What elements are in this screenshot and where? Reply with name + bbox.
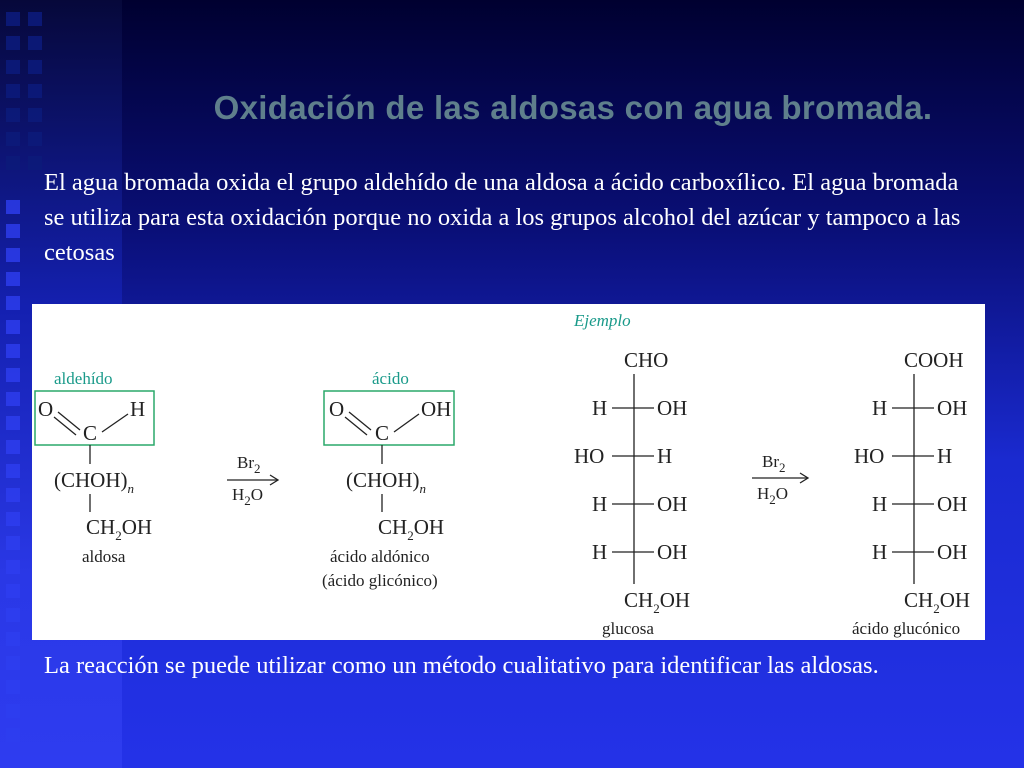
svg-text:H: H: [872, 492, 888, 516]
reagent1-bottom: $H_2O$: [232, 485, 264, 508]
svg-text:H: H: [592, 540, 608, 564]
svg-text:H: H: [592, 492, 608, 516]
glyconic-acid-label: (ácido glicónico): [322, 571, 438, 590]
glucose-label: glucosa: [602, 619, 654, 638]
aldehyde-chain: $(CHOH)_n$: [54, 468, 134, 496]
svg-text:OH: OH: [937, 540, 968, 564]
aldehyde-h: H: [130, 397, 146, 421]
gluconic-acid-label: ácido glucónico: [852, 619, 961, 638]
glucose-rows: [574, 396, 687, 564]
svg-text:H: H: [657, 444, 673, 468]
intro-paragraph: El agua bromada oxida el grupo aldehído de una aldosa a ácido carboxílico. El agua bromada se utiliza para esta oxidación porque no oxida a los grupos alcohol del azúcar y tampoco a las cetosas: [44, 169, 961, 266]
svg-text:HO: HO: [854, 444, 885, 468]
example-label: Ejemplo: [574, 311, 631, 330]
svg-text:OH: OH: [657, 396, 688, 420]
acid-c: C: [375, 421, 390, 445]
reagent2-bottom: $H_2O$: [757, 484, 789, 507]
acid-o: O: [329, 397, 345, 421]
svg-text:HO: HO: [574, 444, 605, 468]
svg-text:H: H: [872, 540, 888, 564]
glucose-top: CHO: [624, 348, 669, 372]
svg-text:OH: OH: [937, 492, 968, 516]
acid-terminal: $CH_2OH$: [378, 515, 445, 543]
svg-text:H: H: [937, 444, 953, 468]
reaction-figure: [32, 304, 985, 640]
reaction-diagram: [32, 304, 985, 640]
slide-title: Oxidación de las aldosas con agua bromada.: [213, 89, 933, 126]
aldehyde-c: C: [83, 421, 98, 445]
svg-text:OH: OH: [937, 396, 968, 420]
aldehyde-o: O: [38, 397, 54, 421]
svg-text:OH: OH: [657, 540, 688, 564]
aldonic-acid-label: ácido aldónico: [330, 547, 430, 566]
gluconic-top: COOH: [904, 348, 964, 372]
acid-oh: OH: [421, 397, 452, 421]
svg-text:OH: OH: [657, 492, 688, 516]
aldehyde-terminal: $CH_2OH$: [86, 515, 153, 543]
outro-paragraph: La reacción se puede utilizar como un método cualitativo para identificar las aldosas.: [44, 652, 879, 679]
acid-label: ácido: [372, 369, 409, 388]
aldehyde-label: aldehído: [54, 369, 113, 388]
gluconic-rows: [854, 396, 967, 564]
glucose-terminal: $CH_2OH$: [624, 588, 691, 616]
reagent1-top: $Br_2$: [237, 453, 261, 476]
acid-chain: $(CHOH)_n$: [346, 468, 426, 496]
gluconic-terminal: $CH_2OH$: [904, 588, 971, 616]
svg-text:H: H: [592, 396, 608, 420]
aldosa-label: aldosa: [82, 547, 126, 566]
reagent2-top: $Br_2$: [762, 452, 786, 475]
svg-text:H: H: [872, 396, 888, 420]
